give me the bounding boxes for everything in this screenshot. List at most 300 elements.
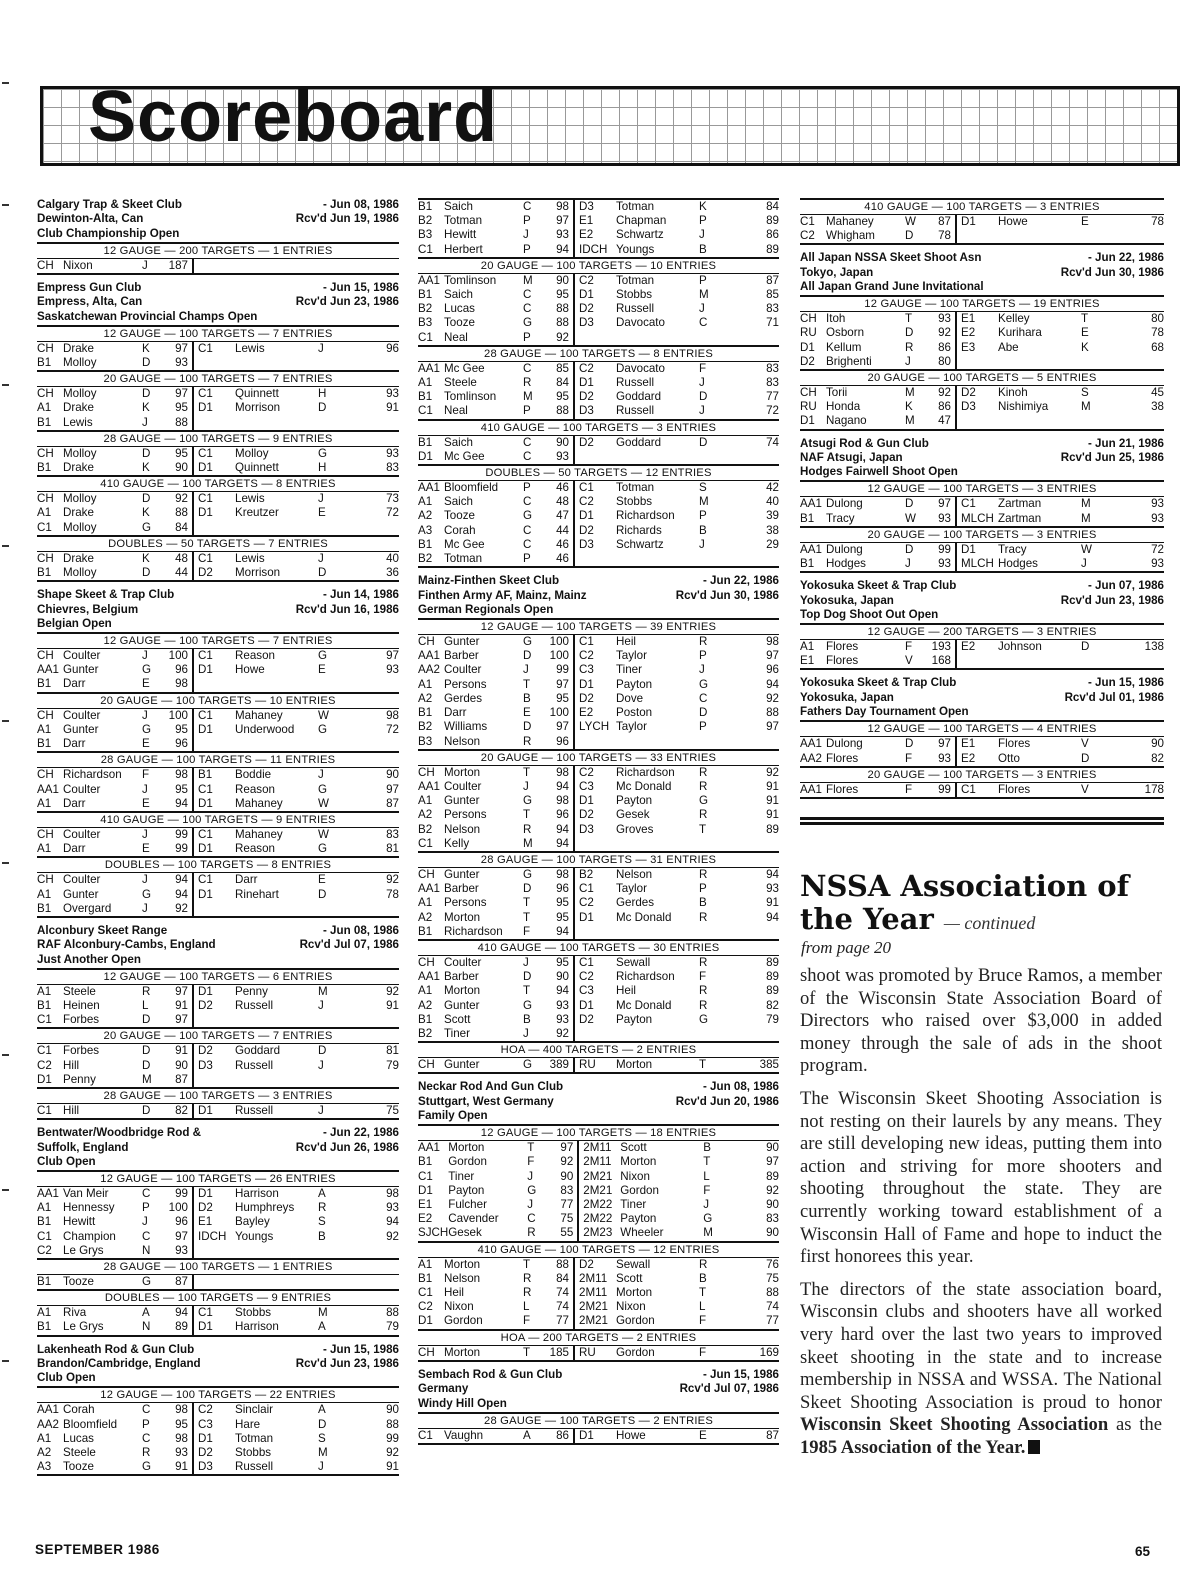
squad-cell: D <box>523 970 532 984</box>
score-cell: 89 <box>766 822 779 836</box>
squad-cell: C <box>699 316 708 330</box>
squad-cell: A <box>318 1320 326 1334</box>
shooter-cell: Barber <box>444 970 479 984</box>
shooter-cell <box>616 552 699 566</box>
squad-cell: J <box>905 557 911 571</box>
score-cell: 93 <box>556 228 569 242</box>
shooter-cell: Totman <box>444 552 483 566</box>
squad-cell: M <box>523 390 533 404</box>
shooter-cell: Herbert <box>444 242 483 256</box>
club-block <box>800 198 1164 245</box>
result-row <box>418 1286 779 1300</box>
score-cell <box>334 1013 399 1027</box>
squad-cell: T <box>523 808 531 822</box>
section-caption: 12 GAUGE — 100 TARGETS — 3 ENTRIES <box>800 482 1164 497</box>
squad-cell: A <box>523 1428 531 1442</box>
shooter-cell: Kurihara <box>998 326 1042 340</box>
club-location-row <box>418 1382 779 1396</box>
result-row <box>418 450 779 464</box>
score-cell: 94 <box>556 822 569 836</box>
squad-cell: M <box>523 836 533 850</box>
score-cell: 83 <box>386 461 399 475</box>
squad-cell: E <box>142 796 150 810</box>
shooter-cell <box>998 654 1081 668</box>
squad-cell: J <box>318 1103 324 1117</box>
shooter-cell: Payton <box>616 794 653 808</box>
score-cell: 91 <box>386 998 399 1012</box>
shooter-cell: Cavender <box>448 1212 499 1226</box>
score-cell: 76 <box>766 1257 779 1271</box>
club-header <box>37 281 399 295</box>
shooter-cell: Molloy <box>63 492 97 506</box>
result-row <box>418 495 779 509</box>
score-cell: 94 <box>766 910 779 924</box>
squad-cell: C <box>527 1212 536 1226</box>
shooter-cell: Nixon <box>63 258 93 272</box>
squad-cell: D <box>523 649 532 663</box>
results-table <box>418 766 779 851</box>
results-table <box>37 1187 399 1258</box>
squad-cell: B <box>699 1271 707 1285</box>
score-cell: 94 <box>556 984 569 998</box>
shooter-cell: Saich <box>444 200 474 213</box>
score-cell: 87 <box>175 1274 188 1288</box>
score-cell: 82 <box>175 1103 188 1117</box>
class-cell: A1 <box>418 984 433 998</box>
shooter-cell: Hare <box>235 1417 261 1431</box>
shooter-cell: Tooze <box>63 1274 94 1288</box>
results-column-3 <box>800 198 1164 825</box>
squad-cell: G <box>142 520 152 534</box>
score-cell: 93 <box>556 449 569 463</box>
club-location: Yokosuka, Japan <box>800 593 894 607</box>
squad-cell: C <box>142 1229 151 1243</box>
gauge-section <box>418 749 779 851</box>
squad-cell: E <box>1081 326 1089 340</box>
score-cell: 55 <box>560 1226 574 1240</box>
shooter-cell: Stobbs <box>616 495 653 509</box>
shooter-cell: Gunter <box>444 1058 480 1072</box>
squad-cell: J <box>318 492 324 506</box>
class-cell: CH <box>418 1058 435 1072</box>
class-cell: D2 <box>193 566 235 580</box>
result-row <box>418 214 779 228</box>
result-row <box>37 663 399 677</box>
squad-cell <box>699 552 715 566</box>
squad-cell: R <box>142 984 151 998</box>
club-name: Shape Skeet & Trap Club <box>37 588 175 602</box>
squad-cell <box>699 331 715 345</box>
squad-cell: M <box>318 984 328 998</box>
article-paragraph <box>800 1279 1162 1460</box>
received-date: Rcv'd Jun 23, 1986 <box>295 1357 399 1370</box>
squad-cell: K <box>142 551 150 565</box>
gauge-section <box>37 1087 399 1120</box>
squad-cell: J <box>318 551 324 565</box>
class-cell: RU <box>574 1058 616 1072</box>
result-row <box>418 1300 779 1314</box>
result-row <box>800 783 1164 797</box>
score-cell: 91 <box>386 401 399 415</box>
squad-cell: G <box>142 887 152 901</box>
squad-cell: P <box>699 214 707 228</box>
class-cell: MLCH <box>956 512 998 526</box>
score-cell: 93 <box>766 882 779 896</box>
club-location-row <box>37 295 399 309</box>
class-cell: B2 <box>574 868 616 882</box>
squad-cell: K <box>142 461 150 475</box>
class-cell: B2 <box>418 302 433 316</box>
class-cell: C1 <box>574 882 616 896</box>
score-cell: 96 <box>556 808 569 822</box>
squad-cell: J <box>318 341 324 355</box>
class-cell: D1 <box>800 340 815 354</box>
squad-cell: T <box>699 1286 707 1299</box>
squad-cell: F <box>699 970 707 984</box>
result-row <box>37 1446 399 1460</box>
class-cell: D2 <box>574 524 616 538</box>
shooter-cell: Payton <box>616 1012 653 1026</box>
club-block <box>800 251 1164 430</box>
result-row <box>418 509 779 523</box>
shooter-cell: Payton <box>448 1183 485 1197</box>
score-cell: 91 <box>766 808 779 822</box>
article-title-text: NSSA Association of the Year <box>800 869 1130 936</box>
results-table <box>37 985 399 1028</box>
result-row <box>37 709 399 723</box>
squad-cell: S <box>318 1431 326 1445</box>
shooter-cell: Goddard <box>235 1044 281 1058</box>
squad-cell <box>1081 229 1097 243</box>
class-cell: E1 <box>193 1215 235 1229</box>
shooter-cell: Youngs <box>616 242 655 256</box>
squad-cell: E <box>523 706 531 720</box>
club-name: Atsugi Rod & Gun Club <box>800 436 929 450</box>
shooter-cell <box>616 1027 699 1041</box>
shooter-cell: Coulter <box>444 663 482 677</box>
class-cell: C1 <box>193 828 235 842</box>
squad-cell <box>318 416 334 430</box>
score-cell: 83 <box>766 1212 779 1226</box>
class-cell: A1 <box>37 842 52 856</box>
result-row <box>418 635 779 649</box>
score-cell: 98 <box>766 635 779 649</box>
score-cell: 100 <box>168 649 188 663</box>
class-cell: C2 <box>574 896 616 910</box>
class-cell: C2 <box>574 362 616 376</box>
result-row <box>418 1058 779 1072</box>
class-cell: C1 <box>193 387 235 401</box>
score-cell: 91 <box>175 998 188 1012</box>
shooter-cell: Kelly <box>444 836 470 850</box>
score-cell: 99 <box>386 1431 399 1445</box>
shooter-cell: Mc Donald <box>616 779 672 793</box>
section-rule <box>800 822 1164 825</box>
class-cell: C1 <box>193 552 235 566</box>
result-row <box>800 414 1164 428</box>
class-cell: AA1 <box>418 970 440 984</box>
score-cell: 92 <box>766 1183 779 1197</box>
class-cell: D1 <box>193 461 235 475</box>
shooter-cell: Stobbs <box>235 1446 272 1460</box>
class-cell: D1 <box>37 1072 52 1086</box>
result-row <box>37 416 399 430</box>
score-cell: 87 <box>938 215 951 228</box>
score-cell: 87 <box>766 1428 779 1442</box>
result-row <box>418 1013 779 1027</box>
result-row <box>418 1212 779 1226</box>
squad-cell: B <box>699 242 707 256</box>
score-cell: 96 <box>556 882 569 896</box>
result-row <box>418 735 779 749</box>
result-row <box>418 956 779 970</box>
score-cell: 92 <box>386 873 399 887</box>
results-table <box>37 873 399 916</box>
club-name: Alconbury Skeet Range <box>37 923 168 937</box>
shooter-cell: Barber <box>444 882 479 896</box>
gauge-section <box>37 475 399 535</box>
section-caption: HOA — 400 TARGETS — 2 ENTRIES <box>418 1043 779 1058</box>
shooter-cell: Richardson <box>444 924 503 938</box>
shooter-cell: Tiner <box>620 1197 647 1211</box>
shooter-cell: Scott <box>620 1141 647 1155</box>
score-cell: 81 <box>386 1044 399 1058</box>
shooter-cell: Flores <box>826 654 859 668</box>
result-row <box>37 677 399 691</box>
class-cell: AA1 <box>800 782 822 796</box>
results-table <box>37 828 399 856</box>
class-cell: D1 <box>193 506 235 520</box>
result-row <box>418 481 779 495</box>
shooter-cell: Overgard <box>63 901 112 915</box>
score-cell: 97 <box>560 1141 574 1155</box>
results-table <box>800 543 1164 571</box>
squad-cell: W <box>1081 542 1092 556</box>
score-cell <box>715 331 779 345</box>
gauge-section <box>800 369 1164 431</box>
squad-cell: F <box>905 751 913 765</box>
class-cell: AA2 <box>37 1417 59 1431</box>
section-caption: 12 GAUGE — 100 TARGETS — 4 ENTRIES <box>800 722 1164 737</box>
shooter-cell: Morton <box>444 765 481 779</box>
results-table <box>800 737 1164 765</box>
gauge-section <box>418 198 779 257</box>
squad-cell: J <box>318 998 324 1012</box>
shooter-cell <box>616 925 699 939</box>
class-cell: D3 <box>193 1059 235 1073</box>
shooter-cell: Forbes <box>63 1044 100 1058</box>
section-caption: 20 GAUGE — 100 TARGETS — 5 ENTRIES <box>800 371 1164 386</box>
score-cell: 91 <box>175 1460 188 1474</box>
section-caption: 410 GAUGE — 100 TARGETS — 8 ENTRIES <box>37 477 399 492</box>
score-cell: 90 <box>766 1141 779 1155</box>
score-cell: 78 <box>938 229 951 243</box>
score-cell: 91 <box>766 896 779 910</box>
class-cell: A3 <box>37 1460 52 1474</box>
squad-cell: L <box>142 998 149 1012</box>
squad-cell: S <box>318 1215 326 1229</box>
squad-cell: M <box>1081 400 1091 414</box>
results-table <box>37 552 399 580</box>
class-cell: C1 <box>418 1286 433 1299</box>
class-cell: B1 <box>37 1274 52 1288</box>
shooter-cell: Davocato <box>616 316 665 330</box>
shooter-cell: Humphreys <box>235 1201 295 1215</box>
class-cell: C1 <box>418 242 433 256</box>
squad-cell: M <box>142 1072 152 1086</box>
class-cell <box>574 735 616 749</box>
shooter-cell: Hill <box>63 1058 80 1072</box>
shooter-cell: Gunter <box>63 663 99 677</box>
class-cell: CH <box>37 492 54 506</box>
results-table <box>418 635 779 749</box>
shooter-cell: Bayley <box>235 1215 270 1229</box>
shooter-cell: Abe <box>998 340 1019 354</box>
squad-cell: R <box>699 998 708 1012</box>
squad-cell: F <box>699 1314 707 1328</box>
squad-cell: H <box>318 387 327 401</box>
article-from: from page 20 <box>801 938 892 957</box>
score-cell: 93 <box>938 751 951 765</box>
class-cell: B1 <box>418 200 433 213</box>
section-caption: 28 GAUGE — 100 TARGETS — 8 ENTRIES <box>418 347 779 362</box>
result-row <box>418 524 779 538</box>
shooter-cell: Lucas <box>444 302 475 316</box>
result-row <box>418 1184 779 1198</box>
score-cell: 96 <box>556 734 569 748</box>
class-cell: D1 <box>193 723 235 737</box>
shooter-cell: Brighenti <box>826 354 872 368</box>
score-cell: 98 <box>386 1186 399 1200</box>
result-row <box>800 312 1164 326</box>
shooter-cell: Kreutzer <box>235 506 279 520</box>
event-name: German Regionals Open <box>418 603 554 617</box>
class-cell: CH <box>418 1345 435 1359</box>
score-cell: 98 <box>175 1403 188 1417</box>
class-cell: C1 <box>956 497 998 511</box>
squad-cell: G <box>142 1460 152 1474</box>
score-cell: 75 <box>560 1212 574 1226</box>
shooter-cell: Nixon <box>620 1169 650 1183</box>
squad-cell: J <box>318 768 324 782</box>
result-row <box>37 506 399 520</box>
squad-cell <box>699 450 715 464</box>
result-row <box>418 1141 779 1155</box>
squad-cell: G <box>699 794 709 808</box>
squad-cell: L <box>699 1300 706 1314</box>
shooter-cell: Persons <box>444 808 487 822</box>
squad-cell: B <box>523 691 531 705</box>
score-cell: 72 <box>766 404 779 418</box>
result-row <box>37 985 399 999</box>
shooter-cell: Kinoh <box>998 386 1028 400</box>
club-location-row <box>418 1095 779 1109</box>
class-cell: CH <box>37 649 54 663</box>
squad-cell: G <box>318 782 328 796</box>
shooter-cell: Reason <box>235 782 275 796</box>
class-cell: D1 <box>574 288 616 302</box>
score-cell: 96 <box>175 737 188 751</box>
result-row <box>418 200 779 214</box>
score-cell: 72 <box>386 722 399 736</box>
squad-cell: D <box>142 1103 151 1117</box>
squad-cell: H <box>318 461 327 475</box>
squad-cell: J <box>523 955 529 969</box>
shooter-cell: Morrison <box>235 566 281 580</box>
score-cell: 79 <box>766 1012 779 1026</box>
class-cell: B1 <box>37 566 52 580</box>
class-cell: D1 <box>574 678 616 692</box>
score-cell: 48 <box>175 551 188 565</box>
class-cell: C1 <box>37 1229 52 1243</box>
shooter-cell: Russell <box>235 1058 274 1072</box>
article-emphasis: 1985 Association of the Year. <box>800 1436 1026 1458</box>
score-cell <box>715 552 779 566</box>
club-name: Lakenheath Rod & Gun Club <box>37 1342 195 1356</box>
squad-cell: J <box>318 1058 324 1072</box>
banner-title: Scoreboard <box>88 77 499 157</box>
score-cell: 98 <box>556 867 569 881</box>
score-cell: 83 <box>386 827 399 841</box>
score-cell: 95 <box>175 401 188 415</box>
squad-cell: C <box>523 435 532 449</box>
class-cell: B1 <box>418 706 433 720</box>
squad-cell: J <box>699 537 705 551</box>
shooter-cell: Gunter <box>444 867 480 881</box>
score-cell: 91 <box>175 1044 188 1058</box>
score-cell: 95 <box>556 896 569 910</box>
shooter-cell: Gunter <box>63 887 99 901</box>
section-caption: 20 GAUGE — 100 TARGETS — 3 ENTRIES <box>800 528 1164 543</box>
squad-cell: C <box>142 1431 151 1445</box>
shooter-cell: Bloomfield <box>444 481 499 495</box>
shooter-cell: Scott <box>444 1012 471 1026</box>
squad-cell: R <box>699 910 708 924</box>
squad-cell <box>318 259 334 273</box>
squad-cell: P <box>699 882 707 896</box>
gauge-section <box>800 480 1164 525</box>
class-cell: D2 <box>574 390 616 404</box>
shooter-cell: Howe <box>616 1428 646 1442</box>
score-cell: 193 <box>931 640 951 654</box>
score-cell: 71 <box>766 316 779 330</box>
result-row <box>800 400 1164 414</box>
article-title <box>800 870 1165 940</box>
shooter-cell: Persons <box>444 896 487 910</box>
score-cell: 94 <box>175 796 188 810</box>
squad-cell: J <box>142 415 148 429</box>
shooter-cell: Coulter <box>63 873 101 887</box>
end-mark-icon <box>1028 1440 1040 1454</box>
squad-cell: F <box>905 782 913 796</box>
result-row <box>418 274 779 288</box>
squad-cell: J <box>699 663 705 677</box>
results-table <box>37 1306 399 1334</box>
score-cell: 185 <box>549 1345 569 1359</box>
score-cell: 77 <box>766 390 779 404</box>
squad-cell: T <box>527 1141 535 1155</box>
score-cell: 44 <box>556 523 569 537</box>
score-cell: 90 <box>386 768 399 782</box>
result-row <box>418 1170 779 1184</box>
squad-cell: D <box>523 720 532 734</box>
class-cell: B1 <box>800 511 815 525</box>
gauge-section <box>418 419 779 464</box>
class-cell <box>193 356 235 370</box>
class-cell: E2 <box>418 1212 433 1226</box>
section-caption: 12 GAUGE — 200 TARGETS — 3 ENTRIES <box>800 625 1164 640</box>
squad-cell: J <box>142 649 148 663</box>
